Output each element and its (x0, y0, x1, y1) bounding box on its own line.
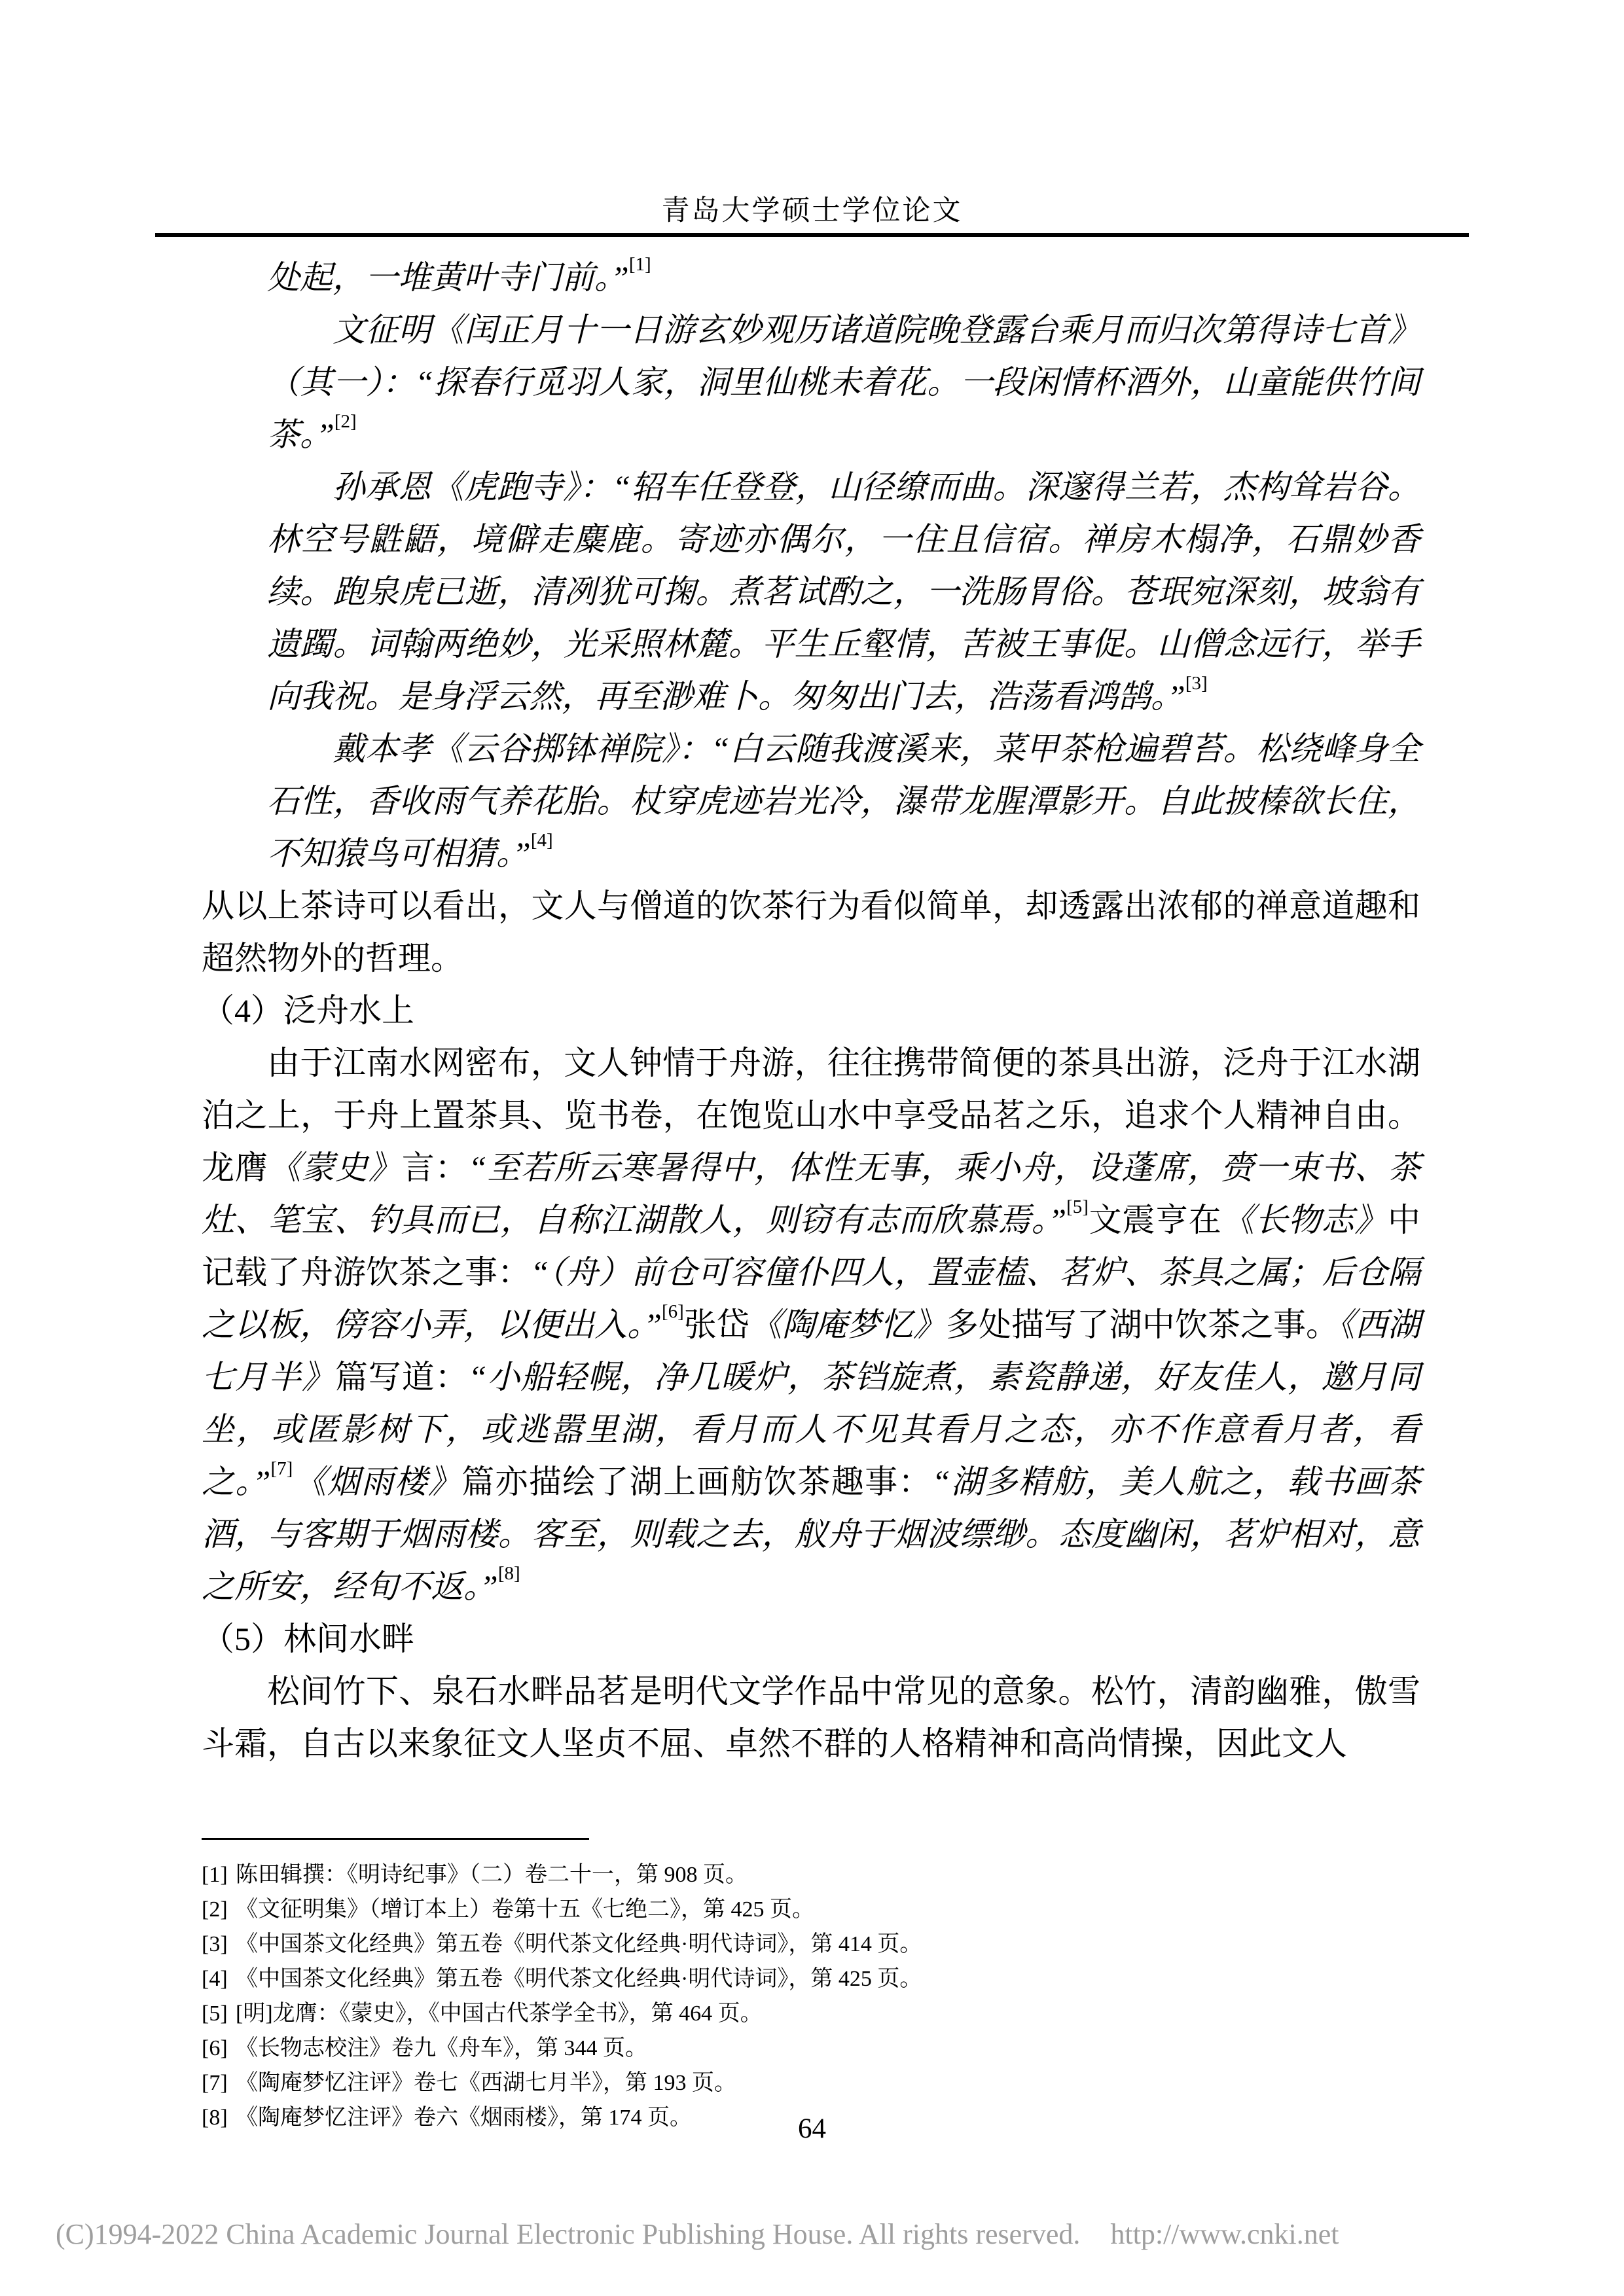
footnote-text: 《中国茶文化经典》第五卷《明代茶文化经典·明代诗词》，第 414 页。 (236, 1932, 922, 1956)
narrative-text-segment: 言： (401, 1149, 469, 1186)
footnote-marker: [8] (202, 2106, 228, 2130)
footnote-ref-superscript: [1] (628, 254, 651, 275)
footnote-marker: [1] (202, 1863, 228, 1887)
footnote-ref-superscript: [8] (497, 1563, 520, 1584)
quoted-text-segment: 《陶庵梦忆》 (749, 1306, 946, 1343)
narrative-text-segment: （5）林间水畔 (202, 1621, 414, 1657)
narrative-text-segment: 篇亦描绘了湖上画舫饮茶趣事： (461, 1463, 932, 1500)
narrative-text-segment: 文震亨在 (1088, 1202, 1222, 1238)
cnki-url-text: http://www.cnki.net (1110, 2218, 1339, 2250)
quoted-text-segment: “小船轻幌，净几暖炉，茶铛旋煮，素瓷静递，好友佳人，邀月同坐，或匿影树下，或逃嚣里湖，看月而人不见其看月之态，亦不作意看月者，看之。” (202, 1359, 1421, 1500)
footnote-marker: [6] (202, 2036, 228, 2060)
narrative-text-segment: 从以上茶诗可以看出，文人与僧道的饮茶行为看似简单，却透露出浓郁的禅意道趣和超然物外的哲理。 (202, 888, 1420, 977)
footnote-text: 陈田辑撰：《明诗纪事》（二）卷二十一，第 908 页。 (236, 1863, 748, 1887)
body-paragraph (202, 1665, 1420, 1770)
page-number: 64 (798, 2113, 826, 2144)
body-text-column (202, 251, 1420, 1770)
section-heading (202, 1613, 1420, 1665)
quote-paragraph (267, 304, 1420, 461)
footnote-ref-superscript: [3] (1185, 673, 1208, 694)
footnote-ref-superscript: [6] (661, 1301, 684, 1322)
footnote-ref-superscript: [5] (1066, 1196, 1089, 1217)
footnote-text: 《文征明集》（增订本上）卷第十五《七绝二》，第 425 页。 (236, 1897, 814, 1922)
quoted-text-segment: 《蒙史》 (268, 1149, 402, 1186)
quoted-text-segment: “（舟）前仓可容僮仆四人，置壶榼、茗炉、茶具之属；后仓隔之以板，傍容小弄，以便出入。” (202, 1254, 1420, 1343)
footnote-text: 《中国茶文化经典》第五卷《明代茶文化经典·明代诗词》，第 425 页。 (236, 1967, 922, 1991)
footnote-item (202, 1996, 1445, 2031)
footnote-marker: [5] (202, 2001, 228, 2026)
body-paragraph (202, 880, 1420, 984)
footnote-item (202, 1962, 1445, 1996)
footnote-text: [明]龙膺：《蒙史》，《中国古代茶学全书》，第 464 页。 (236, 2001, 763, 2026)
footnote-item (202, 1892, 1445, 1927)
narrative-text-segment: （4）泛舟水上 (202, 992, 414, 1029)
quoted-text-segment: 孙承恩《虎跑寺》：“轺车任登登，山径缭而曲。深邃得兰若，杰构耸岩谷。林空号鼪鼯，境僻走麋鹿。寄迹亦偶尔，一住且信宿。禅房木榻净，石鼎妙香续。跑泉虎已逝，清冽犹可掬。煮茗试酌之，一洗肠胃俗。苍珉宛深刻，坡翁有遗躅。词翰两绝妙，光采照林麓。平生丘壑情，苦被王事促。山僧念远行，举手向我祝。是身浮云然，再至渺难卜。匆匆出门去，浩荡看鸿鹄。” (267, 469, 1420, 715)
quoted-text-segment: “至若所云寒暑得中，体性无事，乘小舟，设蓬席，赍一束书、茶灶、笔宝、钓具而已，自称江湖散人，则窃有志而欣慕焉。” (202, 1149, 1421, 1238)
header-rule (155, 233, 1469, 237)
quoted-text-segment: 《烟雨楼》 (293, 1463, 462, 1500)
quoted-text-segment: “湖多精舫，美人航之，载书画茶酒，与客期于烟雨楼。客至，则载之去，舣舟于烟波缥缈。态度幽闲，茗炉相对，意之所安，经旬不返。” (202, 1463, 1421, 1605)
footnote-text: 《陶庵梦忆注评》卷六《烟雨楼》，第 174 页。 (236, 2106, 692, 2130)
narrative-text-segment: 由于江南水网密布，文人钟情于舟游，往往携带简便的茶具出游，泛舟于江水湖泊之上，于舟上置茶具、览书卷，在饱览山水中享受品茗之乐，追求个人精神自由。龙膺 (202, 1045, 1420, 1186)
footnote-marker: [2] (202, 1897, 228, 1922)
footnote-ref-superscript: [7] (270, 1458, 293, 1479)
quoted-text-segment: 《长物志》 (1221, 1202, 1388, 1238)
cnki-watermark (56, 2217, 1378, 2251)
footnote-item (202, 2031, 1445, 2066)
quote-paragraph (267, 723, 1420, 880)
quoted-text-segment: 《西湖七月半》 (202, 1306, 1421, 1395)
footnote-marker: [4] (202, 1967, 228, 1991)
footnote-item (202, 1927, 1445, 1962)
footnote-text: 《陶庵梦忆注评》卷七《西湖七月半》，第 193 页。 (236, 2071, 736, 2095)
footnote-item (202, 2066, 1445, 2100)
quote-paragraph (267, 461, 1420, 723)
narrative-text-segment: 中记载了舟游饮茶之事： (202, 1202, 1421, 1291)
copyright-watermark-text: (C)1994-2022 China Academic Journal Electronic Publishing House. All rights reserved. (56, 2218, 1081, 2250)
quoted-text-segment: 文征明《闰正月十一日游玄妙观历诸道院晚登露台乘月而归次第得诗七首》（其一）：“探春行觅羽人家，洞里仙桃未着花。一段闲情杯酒外，山童能供竹间茶。” (267, 312, 1420, 453)
narrative-text-segment: 篇写道： (334, 1359, 469, 1395)
footnote-ref-superscript: [4] (530, 830, 553, 851)
quoted-text-segment: 戴本孝《云谷掷钵禅院》：“白云随我渡溪来，菜甲茶枪遍碧苔。松绕峰身全石性，香收雨气养花胎。杖穿虎迹岩光冷，瀑带龙腥潭影开。自此披榛欲长住，不知猿鸟可相猜。” (267, 730, 1420, 872)
narrative-text-segment: 松间竹下、泉石水畔品茗是明代文学作品中常见的意象。松竹，清韵幽雅，傲雪斗霜，自古以来象征文人坚贞不屈、卓然不群的人格精神和高尚情操，因此文人 (202, 1673, 1420, 1762)
narrative-text-segment: 张岱 (683, 1306, 749, 1343)
footnote-separator (202, 1838, 589, 1840)
quoted-text-segment: 处起，一堆黄叶寺门前。” (267, 259, 629, 296)
footnote-ref-superscript: [2] (334, 411, 357, 432)
running-header-title: 青岛大学硕士学位论文 (661, 196, 963, 226)
section-heading (202, 984, 1420, 1037)
footnote-text: 《长物志校注》卷九《舟车》，第 344 页。 (236, 2036, 647, 2060)
footnote-item (202, 1857, 1445, 1892)
body-paragraph (202, 1037, 1420, 1613)
narrative-text-segment: 多处描写了湖中饮茶之事。 (945, 1306, 1339, 1343)
quote-paragraph (267, 251, 1420, 304)
footnote-marker: [3] (202, 1932, 228, 1956)
footnote-list (202, 1857, 1445, 2135)
footnote-marker: [7] (202, 2071, 228, 2095)
